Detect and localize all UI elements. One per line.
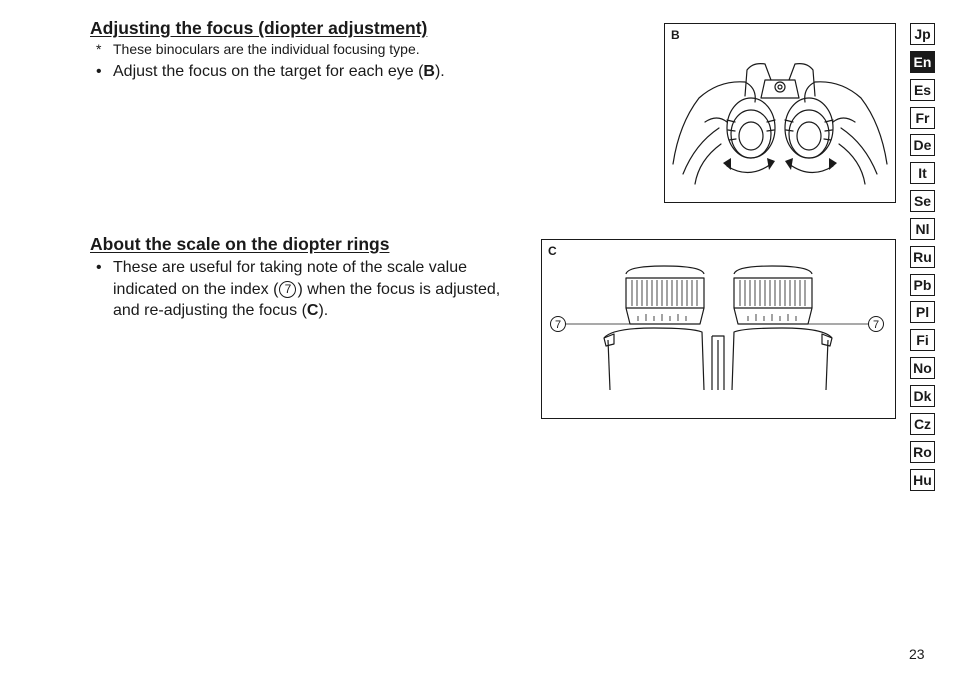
focus-type-note-text: These binoculars are the individual focusing type. [113, 41, 420, 57]
figure-b-label: B [671, 28, 680, 42]
language-tab-hu[interactable]: Hu [910, 469, 935, 491]
figure-ref-b: B [423, 63, 435, 80]
language-tabs [910, 23, 935, 496]
bullet-dot: • [96, 259, 102, 276]
language-tab-fi[interactable]: Fi [910, 329, 935, 351]
focus-step-bullet [96, 61, 445, 83]
index-callout-left: 7 [554, 319, 562, 331]
asterisk-marker: * [96, 41, 102, 57]
scale-text-end: ). [318, 302, 329, 319]
binocular-hands-illustration [665, 24, 895, 202]
language-tab-nl[interactable]: Nl [910, 218, 935, 240]
language-tab-dk[interactable]: Dk [910, 385, 935, 407]
focus-step-end: ). [434, 63, 445, 80]
language-tab-fr[interactable]: Fr [910, 107, 935, 129]
page-number: 23 [909, 646, 925, 662]
section-title-focus: Adjusting the focus (diopter adjustment) [90, 18, 428, 38]
language-tab-en[interactable]: En [910, 51, 935, 73]
language-tab-de[interactable]: De [910, 134, 935, 156]
language-tab-jp[interactable]: Jp [910, 23, 935, 45]
language-tab-cz[interactable]: Cz [910, 413, 935, 435]
figure-c [541, 239, 896, 419]
figure-b [664, 23, 896, 203]
language-tab-it[interactable]: It [910, 162, 935, 184]
diopter-ring-illustration [542, 240, 895, 418]
scale-text-middle: ) when the focus is adjusted, and re-adjusting the focus ( [113, 280, 501, 319]
figure-c-label: C [548, 244, 557, 258]
language-tab-ru[interactable]: Ru [910, 246, 935, 268]
language-tab-es[interactable]: Es [910, 79, 935, 101]
section-title-scale: About the scale on the diopter rings [90, 234, 390, 254]
index-callout-ref: 7 [279, 281, 296, 298]
language-tab-pb[interactable]: Pb [910, 274, 935, 296]
scale-bullet [96, 257, 516, 322]
focus-type-note [96, 41, 420, 57]
language-tab-pl[interactable]: Pl [910, 301, 935, 323]
index-callout-right: 7 [872, 319, 880, 331]
focus-step-text: Adjust the focus on the target for each eye ( [113, 63, 424, 80]
language-tab-se[interactable]: Se [910, 190, 935, 212]
language-tab-ro[interactable]: Ro [910, 441, 935, 463]
bullet-dot: • [96, 63, 102, 80]
language-tab-no[interactable]: No [910, 357, 935, 379]
scale-text-start: These are useful for taking note of the scale value indicated on the index ( [113, 259, 467, 298]
figure-ref-c: C [306, 302, 319, 319]
